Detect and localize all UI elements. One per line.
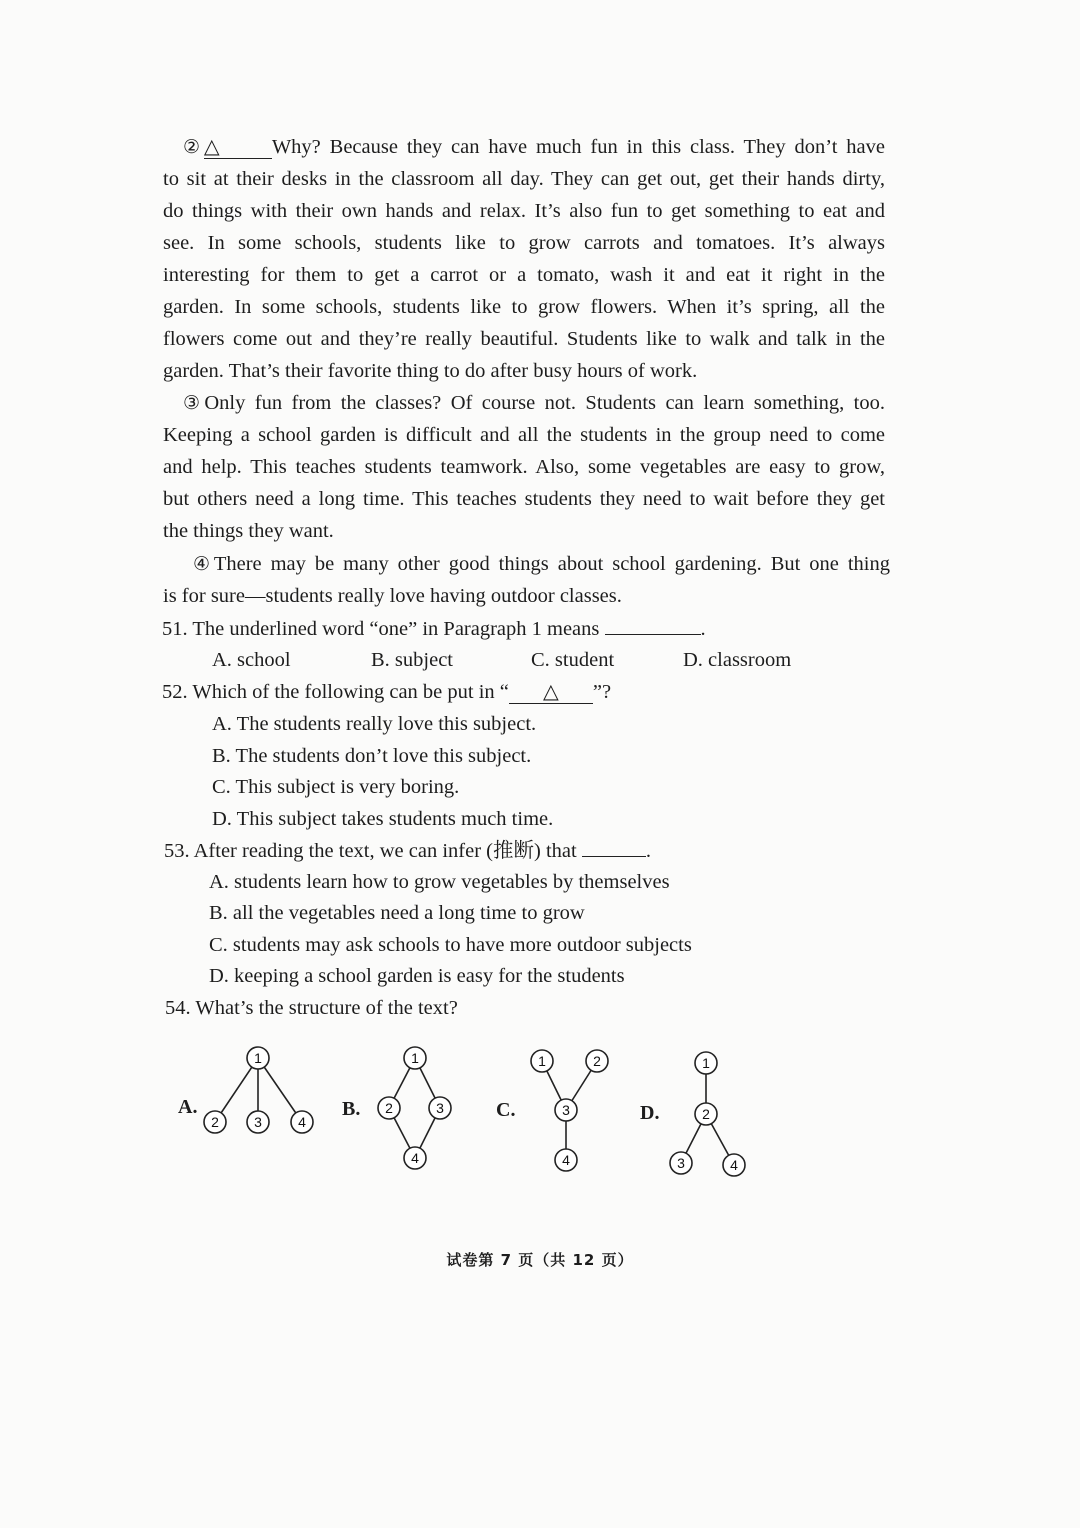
paragraph-2-line-5: interesting for them to get a carrot or a tomato, wash it and eat it right in the (163, 264, 885, 286)
svg-text:4: 4 (562, 1152, 570, 1168)
question-52-option-a: A. The students really love this subject. (212, 713, 537, 735)
paragraph-2-line-3: do things with their own hands and relax. It’s also fun to get something to eat and (163, 200, 885, 222)
paragraph-2-line-2: to sit at their desks in the classroom all day. They can get out, get their hands dirty, (163, 168, 885, 190)
question-53-option-d: D. keeping a school garden is easy for the students (209, 965, 625, 987)
question-51-blank (605, 612, 701, 635)
question-51-option-b: B. subject (371, 649, 453, 671)
question-51-option-c: C. student (531, 649, 615, 671)
paragraph-2-line-6: garden. In some schools, students like to grow flowers. When it’s spring, all the (163, 296, 885, 318)
paragraph-3-line-4: but others need a long time. This teaches students they need to wait before they get (163, 488, 885, 510)
question-51-option-d: D. classroom (683, 649, 792, 671)
question-53-blank (582, 834, 646, 857)
svg-text:4: 4 (730, 1157, 738, 1173)
paragraph-3-line-2: Keeping a school garden is difficult and all the students in the group need to come (163, 424, 885, 446)
diagram-a-label: A. (178, 1096, 198, 1118)
paragraph-4-line-1: ④There may be many other good things about school gardening. But one thing (193, 553, 890, 575)
question-51-stem: 51. The underlined word “one” in Paragraph 1 means (162, 618, 600, 640)
question-53-option-c: C. students may ask schools to have more outdoor subjects (209, 934, 692, 956)
svg-text:2: 2 (385, 1100, 393, 1116)
question-52-blank: △ (509, 681, 593, 704)
paragraph-4-line-2: is for sure—students really love having outdoor classes. (163, 585, 622, 607)
svg-text:3: 3 (677, 1155, 685, 1171)
svg-text:3: 3 (562, 1102, 570, 1118)
diagram-c-label: C. (496, 1099, 516, 1121)
svg-text:1: 1 (411, 1050, 419, 1066)
paragraph-2-line-1: ②△ Why? Because they can have much fun in this class. They don’t have (183, 136, 885, 158)
svg-text:2: 2 (593, 1053, 601, 1069)
question-53-option-b: B. all the vegetables need a long time to grow (209, 902, 585, 924)
diagram-b-label: B. (342, 1098, 361, 1120)
page-footer: 试卷第 7 页（共 12 页） (446, 1251, 634, 1269)
paragraph-3-line-1: ③Only fun from the classes? Of course not. Students can learn something, too. (183, 392, 885, 414)
question-53: 53. After reading the text, we can infer (推断) that . (164, 834, 651, 867)
paragraph-3-line-5: the things they want. (163, 520, 334, 542)
question-51-option-a: A. school (212, 649, 291, 671)
question-52: 52. Which of the following can be put in “ △ ”? (162, 681, 612, 703)
svg-text:1: 1 (538, 1053, 546, 1069)
paragraph-2-line-8: garden. That’s their favorite thing to do after busy hours of work. (163, 360, 698, 382)
paragraph-3-line-3: and help. This teaches students teamwork. Also, some vegetables are easy to grow, (163, 456, 885, 478)
paragraph-4 (163, 548, 890, 612)
paragraph-2-marker: ② (183, 136, 204, 158)
structure-diagram-d (660, 1040, 760, 1185)
svg-text:3: 3 (436, 1100, 444, 1116)
svg-text:2: 2 (211, 1114, 219, 1130)
svg-text:3: 3 (254, 1114, 262, 1130)
question-52-stem: 52. Which of the following can be put in “ (162, 681, 509, 703)
svg-text:1: 1 (702, 1055, 710, 1071)
svg-text:1: 1 (254, 1050, 262, 1066)
question-53-option-a: A. students learn how to grow vegetables by themselves (209, 871, 670, 893)
question-51: 51. The underlined word “one” in Paragraph 1 means . (162, 612, 706, 645)
structure-diagram-b (370, 1040, 460, 1180)
paragraph-2-line-4: see. In some schools, students like to grow carrots and tomatoes. It’s always (163, 232, 885, 254)
paragraph-3 (163, 387, 885, 547)
svg-text:2: 2 (702, 1106, 710, 1122)
question-52-option-c: C. This subject is very boring. (212, 776, 460, 798)
question-52-option-d: D. This subject takes students much time. (212, 808, 554, 830)
svg-text:4: 4 (298, 1114, 306, 1130)
paragraph-2-line-7: flowers come out and they’re really beautiful. Students like to walk and talk in the (163, 328, 885, 350)
paragraph-3-marker: ③ (183, 392, 205, 414)
question-54-stem: 54. What’s the structure of the text? (165, 997, 458, 1019)
answer-blank-triangle: △ (204, 136, 272, 159)
question-53-stem: 53. After reading the text, we can infer (推断) that (164, 840, 577, 862)
paragraph-4-marker: ④ (193, 553, 214, 575)
paragraph-2 (163, 131, 885, 387)
diagram-d-label: D. (640, 1102, 660, 1124)
structure-diagram-a (196, 1040, 322, 1140)
question-52-option-b: B. The students don’t love this subject. (212, 745, 532, 767)
svg-text:4: 4 (411, 1150, 419, 1166)
structure-diagram-c (520, 1040, 620, 1180)
